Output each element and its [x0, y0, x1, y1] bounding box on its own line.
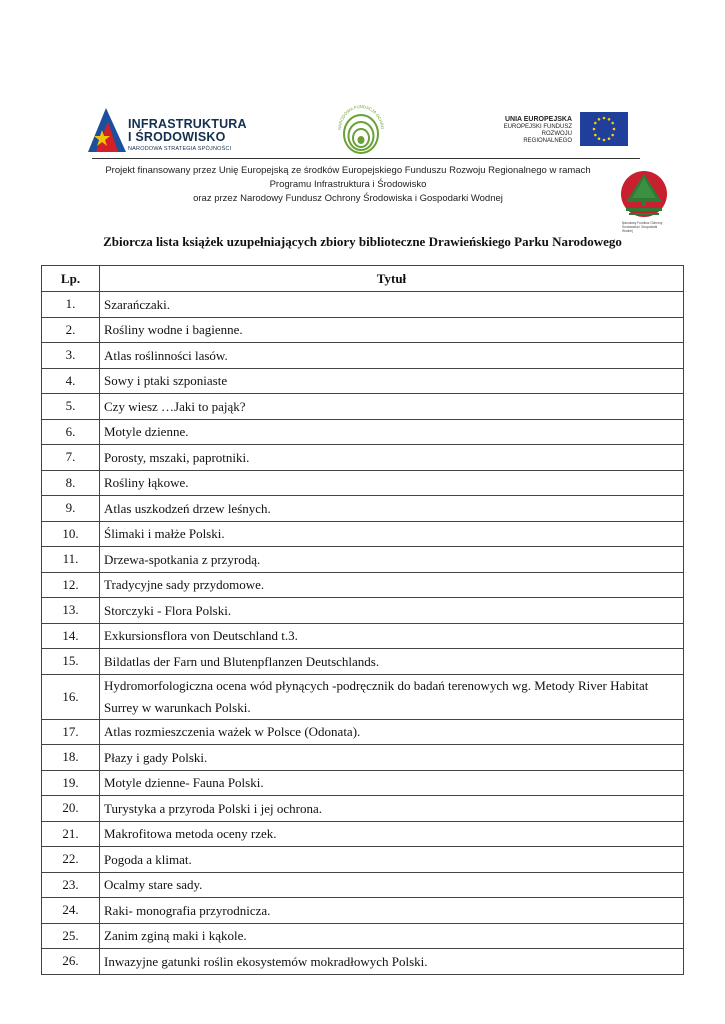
table-row — [42, 770, 684, 796]
table-row — [42, 343, 684, 369]
table-row — [42, 719, 684, 745]
row-number: 12. — [42, 572, 100, 598]
tree-emblem-icon — [620, 168, 668, 222]
table-row — [42, 368, 684, 394]
book-title: Sowy i ptaki szponiaste — [100, 368, 684, 394]
table-row — [42, 796, 684, 822]
book-title: Atlas rozmieszczenia ważek w Polsce (Odonata). — [100, 719, 684, 745]
book-title: Płazy i gady Polski. — [100, 745, 684, 771]
eu-line2: EUROPEJSKI FUNDUSZ — [503, 124, 572, 130]
row-number: 6. — [42, 419, 100, 445]
infra-line2: I ŚRODOWISKO — [128, 130, 226, 144]
eu-line3: ROZWOJU REGIONALNEGO — [523, 131, 572, 144]
book-title: Hydromorfologiczna ocena wód płynących -podręcznik do badań terenowych wg. Metody River Habitat Surrey w warunkach Polski. — [100, 674, 684, 719]
table-row — [42, 649, 684, 675]
foundation-arc-text: NARODOWA FUNDACJA OCHRO — [336, 103, 386, 131]
table-row — [42, 547, 684, 573]
table-row — [42, 623, 684, 649]
book-title: Czy wiesz …Jaki to pająk? — [100, 394, 684, 420]
row-number: 24. — [42, 898, 100, 924]
row-number: 3. — [42, 343, 100, 369]
book-title: Zanim zginą maki i kąkole. — [100, 923, 684, 949]
row-number: 26. — [42, 949, 100, 975]
funding-line3: oraz przez Narodowy Fundusz Ochrony Środowiska i Gospodarki Wodnej — [193, 193, 503, 204]
books-table — [41, 265, 684, 975]
book-title: Raki- monografia przyrodnicza. — [100, 898, 684, 924]
row-number: 20. — [42, 796, 100, 822]
book-title: Atlas roślinności lasów. — [100, 343, 684, 369]
header-divider — [92, 158, 640, 159]
book-title: Porosty, mszaki, paprotniki. — [100, 445, 684, 471]
infra-line3: NARODOWA STRATEGIA SPÓJNOŚCI — [128, 146, 232, 152]
book-title: Bildatlas der Farn und Blutenpflanzen Deutschlands. — [100, 649, 684, 675]
star-flag-icon — [88, 108, 126, 152]
book-title: Exkursionsflora von Deutschland t.3. — [100, 623, 684, 649]
book-title: Atlas uszkodzeń drzew leśnych. — [100, 496, 684, 522]
table-row — [42, 521, 684, 547]
funding-line1: Projekt finansowany przez Unię Europejską ze środków Europejskiego Funduszu Rozwoju Regionalnego w ramach — [105, 165, 591, 176]
table-row — [42, 598, 684, 624]
row-number: 22. — [42, 847, 100, 873]
row-number: 7. — [42, 445, 100, 471]
book-title: Szarańczaki. — [100, 292, 684, 318]
eu-line1: UNIA EUROPEJSKA — [504, 116, 572, 123]
row-number: 2. — [42, 317, 100, 343]
lp-column-header: Lp. — [42, 266, 100, 292]
book-title: Ocalmy stare sady. — [100, 872, 684, 898]
infrastruktura-logo — [88, 108, 247, 154]
row-number: 8. — [42, 470, 100, 496]
row-number: 10. — [42, 521, 100, 547]
book-title: Drzewa-spotkania z przyrodą. — [100, 547, 684, 573]
row-number: 19. — [42, 770, 100, 796]
title-column-header: Tytuł — [100, 266, 684, 292]
table-row — [42, 674, 684, 719]
park-logo-caption: Narodowy Fundusz Ochrony Środowiska i Gospodarki Wodnej — [622, 221, 663, 233]
row-number: 1. — [42, 292, 100, 318]
row-number: 16. — [42, 674, 100, 719]
book-title: Tradycyjne sady przydomowe. — [100, 572, 684, 598]
table-row — [42, 898, 684, 924]
book-title: Motyle dzienne. — [100, 419, 684, 445]
funding-statement — [80, 164, 616, 206]
row-number: 18. — [42, 745, 100, 771]
table-row — [42, 872, 684, 898]
row-number: 11. — [42, 547, 100, 573]
book-title: Storczyki - Flora Polski. — [100, 598, 684, 624]
table-header-row — [42, 266, 684, 292]
book-title: Pogoda a klimat. — [100, 847, 684, 873]
table-row — [42, 292, 684, 318]
table-row — [42, 394, 684, 420]
row-number: 23. — [42, 872, 100, 898]
funding-line2: Programu Infrastruktura i Środowisko — [269, 179, 427, 190]
row-number: 15. — [42, 649, 100, 675]
table-row — [42, 923, 684, 949]
infra-line1: INFRASTRUKTURA — [128, 117, 247, 131]
table-row — [42, 745, 684, 771]
book-title: Rośliny łąkowe. — [100, 470, 684, 496]
table-row — [42, 949, 684, 975]
table-row — [42, 419, 684, 445]
row-number: 17. — [42, 719, 100, 745]
row-number: 25. — [42, 923, 100, 949]
table-row — [42, 847, 684, 873]
row-number: 14. — [42, 623, 100, 649]
book-title: Inwazyjne gatunki roślin ekosystemów mokradłowych Polski. — [100, 949, 684, 975]
row-number: 9. — [42, 496, 100, 522]
row-number: 21. — [42, 821, 100, 847]
eu-logo — [498, 112, 628, 148]
document-title: Zbiorcza lista książek uzupełniających zbiory biblioteczne Drawieńskiego Parku Narodowego — [103, 234, 622, 249]
table-row — [42, 821, 684, 847]
row-number: 13. — [42, 598, 100, 624]
eu-flag-icon — [580, 112, 628, 146]
table-row — [42, 572, 684, 598]
row-number: 4. — [42, 368, 100, 394]
book-title: Makrofitowa metoda oceny rzek. — [100, 821, 684, 847]
header-logos — [88, 100, 643, 158]
book-title: Rośliny wodne i bagienne. — [100, 317, 684, 343]
table-row — [42, 496, 684, 522]
book-title: Motyle dzienne- Fauna Polski. — [100, 770, 684, 796]
foundation-logo — [335, 100, 387, 158]
row-number: 5. — [42, 394, 100, 420]
table-row — [42, 470, 684, 496]
book-title: Ślimaki i małże Polski. — [100, 521, 684, 547]
table-row — [42, 317, 684, 343]
table-row — [42, 445, 684, 471]
book-title: Turystyka a przyroda Polski i jej ochrona. — [100, 796, 684, 822]
